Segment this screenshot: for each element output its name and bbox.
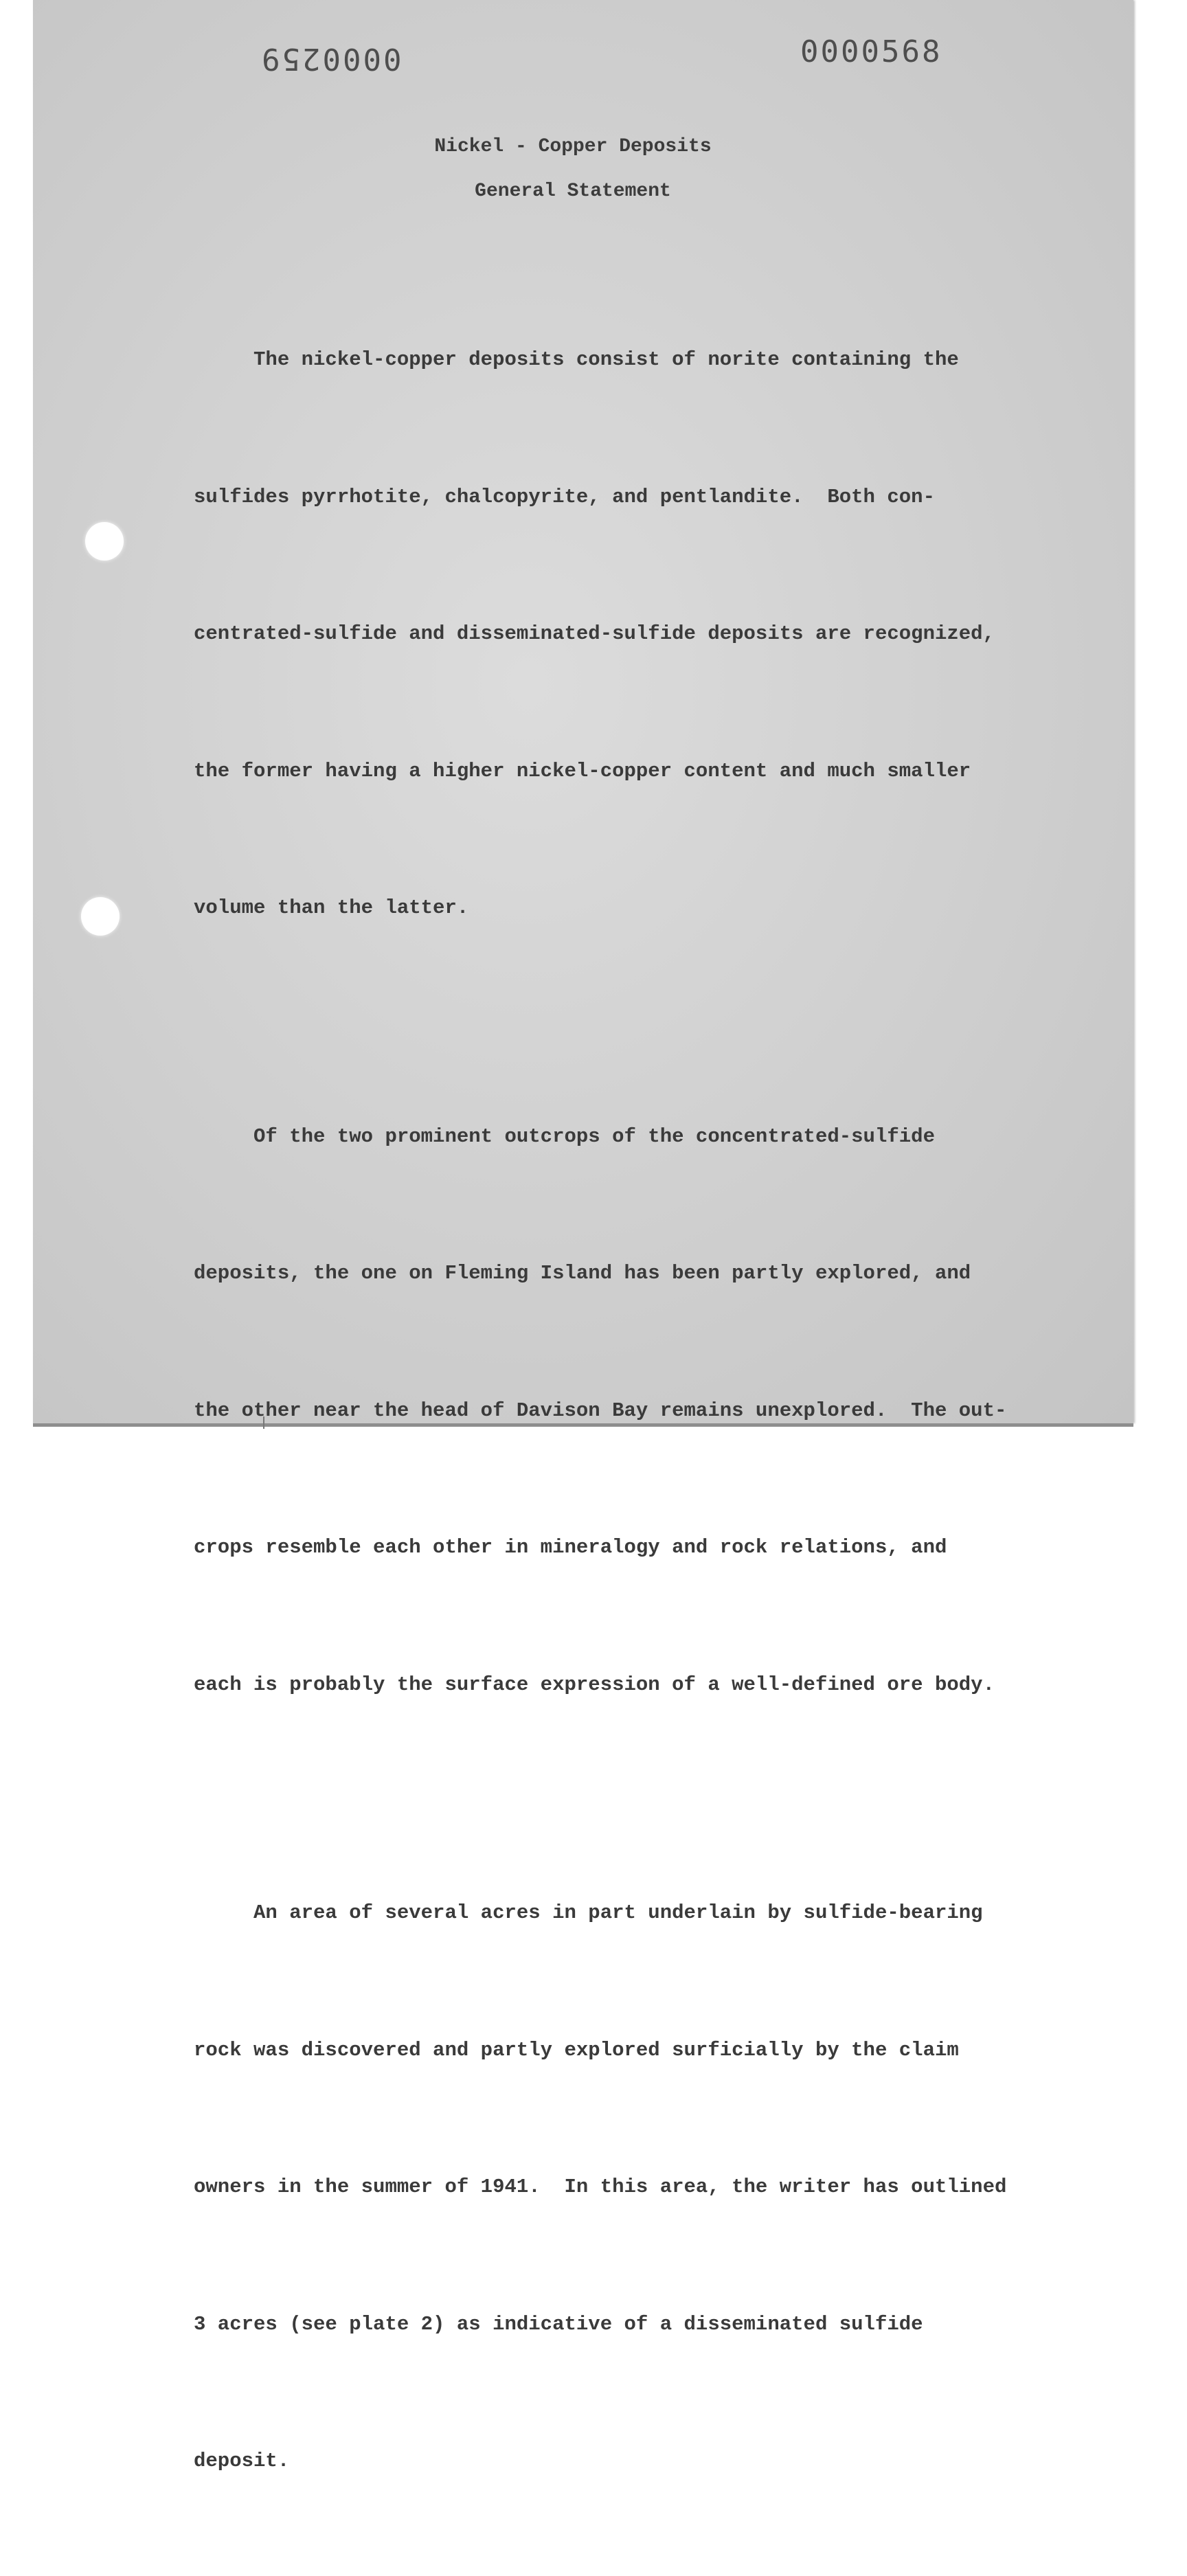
punch-hole [85, 522, 124, 561]
text-line: centrated-sulfide and disseminated-sulfide deposits are recognized, [194, 622, 995, 645]
text-line: deposit. [194, 2450, 290, 2472]
punch-hole [81, 897, 120, 936]
paragraph-2 [194, 1023, 1007, 1800]
text-line: owners in the summer of 1941. In this area, the writer has outlined [194, 2176, 1007, 2198]
text-line: each is probably the surface expression of a well-defined ore body. [194, 1673, 995, 1696]
text-line: volume than the latter. [194, 896, 469, 919]
page-title: Nickel - Copper Deposits [434, 136, 712, 157]
text-line: Of the two prominent outcrops of the concentrated-sulfide [194, 1125, 935, 1148]
paragraph-1 [194, 246, 995, 1023]
text-line: sulfides pyrrhotite, chalcopyrite, and pentlandite. Both con- [194, 485, 935, 508]
document-number-stamp: 0000568 [800, 34, 942, 69]
text-line: 3 acres (see plate 2) as indicative of a disseminated sulfide [194, 2312, 923, 2336]
text-line: deposits, the one on Fleming Island has been partly explored, and [194, 1262, 971, 1285]
document-number-stamp-inverted: 0000259 [260, 41, 402, 76]
text-line: the other near the head of Davison Bay remains unexplored. The out- [194, 1399, 1007, 1422]
paragraph-3 [194, 1799, 1007, 2576]
text-line: crops resemble each other in mineralogy and rock relations, and [194, 1536, 947, 1559]
text-line: rock was discovered and partly explored surficially by the claim [194, 2038, 959, 2061]
page-subtitle: General Statement [475, 181, 671, 202]
document-body [194, 246, 1007, 2576]
text-line: An area of several acres in part underlain by sulfide-bearing [194, 1901, 983, 1924]
text-line: The nickel-copper deposits consist of norite containing the [194, 348, 959, 371]
text-line: the former having a higher nickel-copper content and much smaller [194, 759, 971, 782]
